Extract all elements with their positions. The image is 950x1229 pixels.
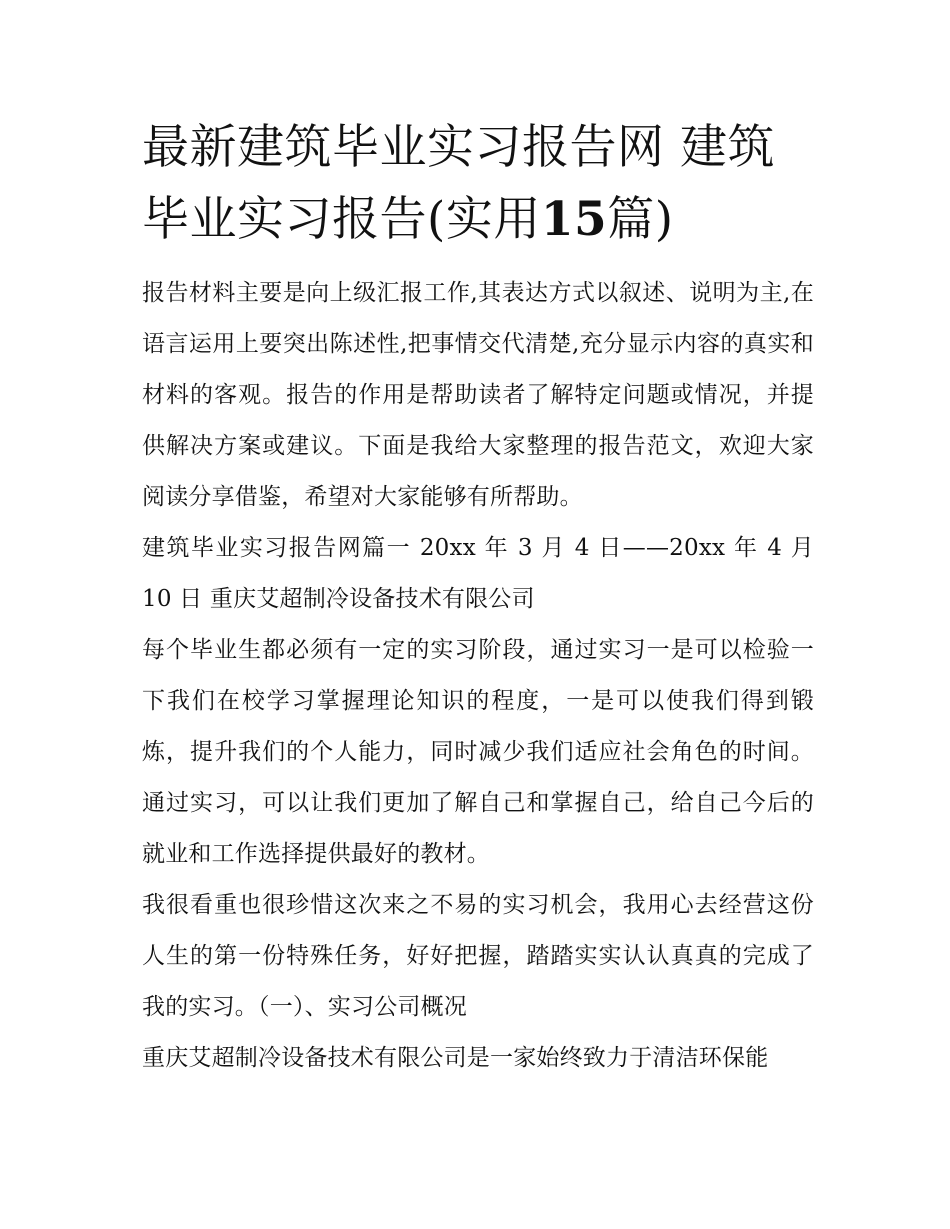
document-body (142, 268, 814, 1084)
report-heading-paragraph: 建筑毕业实习报告网篇一 20xx 年 3 月 4 日——20xx 年 4 月 10 日 重庆艾超制冷设备技术有限公司 (142, 535, 814, 612)
internship-attitude-paragraph: 我很看重也很珍惜这次来之不易的实习机会，我用心去经营这份人生的第一份特殊任务，好好把握，踏踏实实认认真真的完成了我的实习。（一）、实习公司概况 (142, 892, 814, 1020)
internship-purpose-paragraph: 每个毕业生都必须有一定的实习阶段，通过实习一是可以检验一下我们在校学习掌握理论知识的程度，一是可以使我们得到锻炼，提升我们的个人能力，同时减少我们适应社会角色的时间。通过实习，可以让我们更加了解自己和掌握自己，给自己今后的就业和工作选择提供最好的教材。 (142, 637, 814, 867)
document-title (142, 112, 814, 256)
company-overview-paragraph: 重庆艾超制冷设备技术有限公司是一家始终致力于清洁环保能 (142, 1045, 769, 1071)
title-line-1: 最新建筑毕业实习报告网 建筑 (142, 120, 775, 175)
title-count: 15 (540, 192, 608, 247)
document-content (142, 112, 814, 1084)
intro-paragraph: 报告材料主要是向上级汇报工作,其表达方式以叙述、说明为主,在语言运用上要突出陈述性,把事情交代清楚,充分显示内容的真实和材料的客观。报告的作用是帮助读者了解特定问题或情况，并提供解决方案或建议。下面是我给大家整理的报告范文，欢迎大家阅读分享借鉴，希望对大家能够有所帮助。 (142, 280, 814, 510)
title-line-2-suffix: 篇) (607, 192, 674, 247)
title-line-2-prefix: 毕业实习报告(实用 (142, 192, 541, 247)
